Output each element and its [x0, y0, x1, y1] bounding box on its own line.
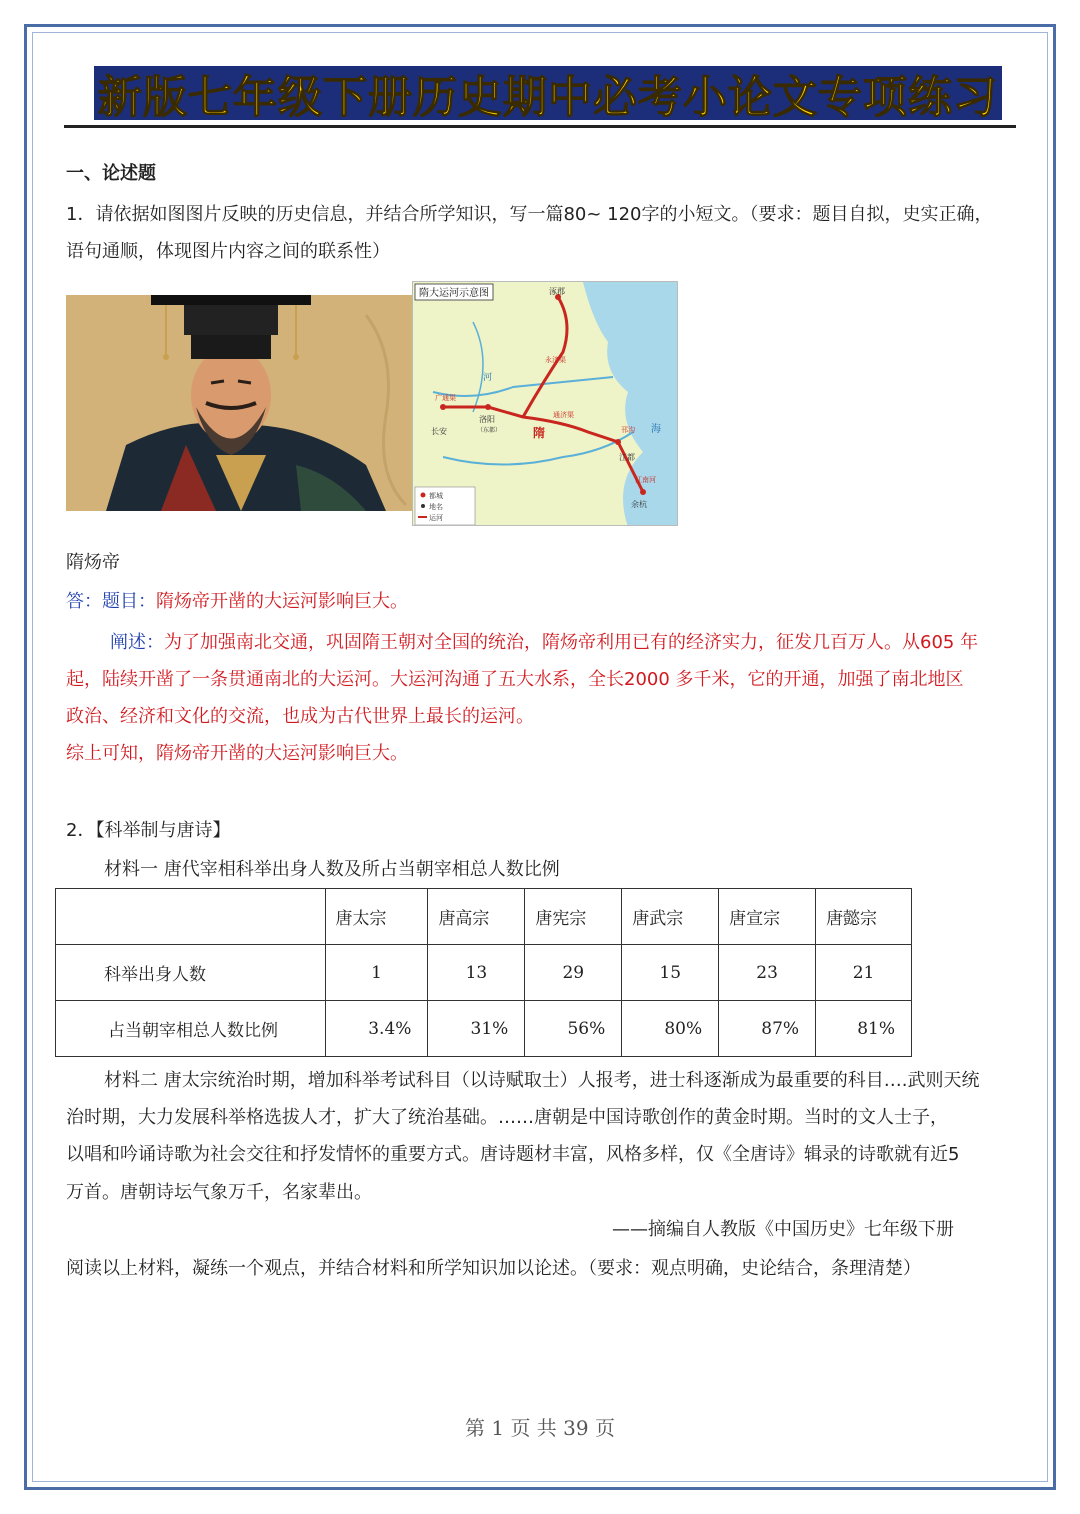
row-label: 科举出身人数 [56, 945, 326, 1001]
table-header-row [56, 889, 912, 945]
page-number: 第 1 页 共 39 页 [465, 1416, 615, 1440]
table-cell: 15 [622, 945, 719, 1001]
topic-label: 题目： [102, 591, 156, 612]
svg-text:涿郡: 涿郡 [549, 287, 565, 296]
table-cell: 87% [719, 1001, 816, 1057]
material-1-title: 材料一 唐代宰相科举出身人数及所占当朝宰相总人数比例 [104, 859, 560, 880]
material-2-line-1: 材料二 唐太宗统治时期，增加科举考试科目（以诗赋取士）人报考，进士科逐渐成为最重要的科目….武则天统 [104, 1070, 980, 1091]
table-cell: 29 [525, 945, 622, 1001]
image-caption: 隋炀帝 [66, 552, 120, 573]
material-source: ——摘编自人教版《中国历史》七年级下册 [612, 1219, 954, 1240]
table-header-cell: 唐武宗 [622, 889, 719, 945]
svg-text:邗沟: 邗沟 [621, 426, 635, 434]
question-2-instruction: 阅读以上材料，凝练一个观点，并结合材料和所学知识加以论述。（要求：观点明确，史论结合，条理清楚） [66, 1258, 921, 1279]
table-header-cell: 唐宣宗 [719, 889, 816, 945]
svg-text:永济渠: 永济渠 [545, 356, 566, 364]
emperor-portrait-image [66, 295, 412, 511]
table-cell: 31% [428, 1001, 525, 1057]
material-2-line-4: 万首。唐朝诗坛气象万千，名家辈出。 [66, 1182, 372, 1203]
table-cell: 1 [325, 945, 428, 1001]
answer-topic-line [66, 591, 408, 613]
elaboration-line-1: 阐述：为了加强南北交通，巩固隋王朝对全国的统治，隋炀帝利用已有的经济实力，征发几百万人。从605 年 [110, 632, 979, 653]
svg-text:余杭: 余杭 [631, 500, 647, 509]
table-header-cell: 唐太宗 [325, 889, 428, 945]
elaboration-label: 阐述： [110, 632, 164, 653]
elaboration-line-3: 政治、经济和文化的交流，也成为古代世界上最长的运河。 [66, 706, 534, 727]
svg-text:地名: 地名 [429, 503, 443, 511]
svg-text:江南河: 江南河 [635, 476, 656, 484]
chancellor-table [55, 888, 912, 1057]
svg-text:广通渠: 广通渠 [435, 394, 456, 402]
section-heading: 一、论述题 [66, 163, 156, 184]
answer-label: 答： [66, 591, 102, 612]
svg-text:海: 海 [651, 424, 661, 435]
elaboration-line-2: 起，陆续开凿了一条贯通南北的大运河。大运河沟通了五大水系，全长2000 多千米，它的开通，加强了南北地区 [66, 669, 964, 690]
table-cell: 80% [622, 1001, 719, 1057]
table-cell: 21 [816, 945, 912, 1001]
conclusion: 综上可知，隋炀帝开凿的大运河影响巨大。 [66, 743, 408, 764]
row-label: 占当朝宰相总人数比例 [56, 1001, 326, 1057]
table-row [56, 1001, 912, 1057]
table-cell: 23 [719, 945, 816, 1001]
table-cell: 56% [525, 1001, 622, 1057]
title-underline [64, 125, 1016, 128]
question-1-line-2: 语句通顺，体现图片内容之间的联系性） [66, 241, 390, 262]
svg-text:（东都）: （东都） [477, 427, 502, 434]
grand-canal-map [412, 281, 678, 526]
table-cell: 3.4% [325, 1001, 428, 1057]
svg-text:隋: 隋 [533, 426, 546, 440]
table-cell: 81% [816, 1001, 912, 1057]
svg-text:江都: 江都 [619, 453, 635, 462]
table-header-cell [56, 889, 326, 945]
svg-text:运河: 运河 [429, 514, 443, 522]
table-row [56, 945, 912, 1001]
table-cell: 13 [428, 945, 525, 1001]
svg-text:洛阳: 洛阳 [479, 415, 495, 424]
material-2-line-2: 治时期，大力发展科举格选拔人才，扩大了统治基础。……唐朝是中国诗歌创作的黄金时期。当时的文人士子， [66, 1107, 948, 1128]
table-header-cell: 唐宪宗 [525, 889, 622, 945]
document-title: 新版七年级下册历史期中必考小论文专项练习 [98, 72, 998, 123]
topic-text: 隋炀帝开凿的大运河影响巨大。 [156, 591, 408, 612]
table-header-cell: 唐懿宗 [816, 889, 912, 945]
svg-text:河: 河 [483, 373, 493, 383]
table-header-cell: 唐高宗 [428, 889, 525, 945]
material-2-line-3: 以唱和吟诵诗歌为社会交往和抒发情怀的重要方式。唐诗题材丰富，风格多样，仅《全唐诗》辑录的诗歌就有近5 [66, 1144, 960, 1165]
svg-text:长安: 长安 [431, 427, 447, 436]
map-title: 隋大运河示意图 [419, 288, 489, 299]
svg-text:通济渠: 通济渠 [553, 411, 574, 419]
svg-text:都城: 都城 [429, 492, 443, 500]
question-1-line-1: 1．请依据如图图片反映的历史信息，并结合所学知识，写一篇80~ 120字的小短文。（要求：题目自拟，史实正确， [66, 204, 993, 225]
document-title-banner [94, 66, 1002, 123]
question-2-heading: 2．【科举制与唐诗】 [66, 820, 231, 841]
